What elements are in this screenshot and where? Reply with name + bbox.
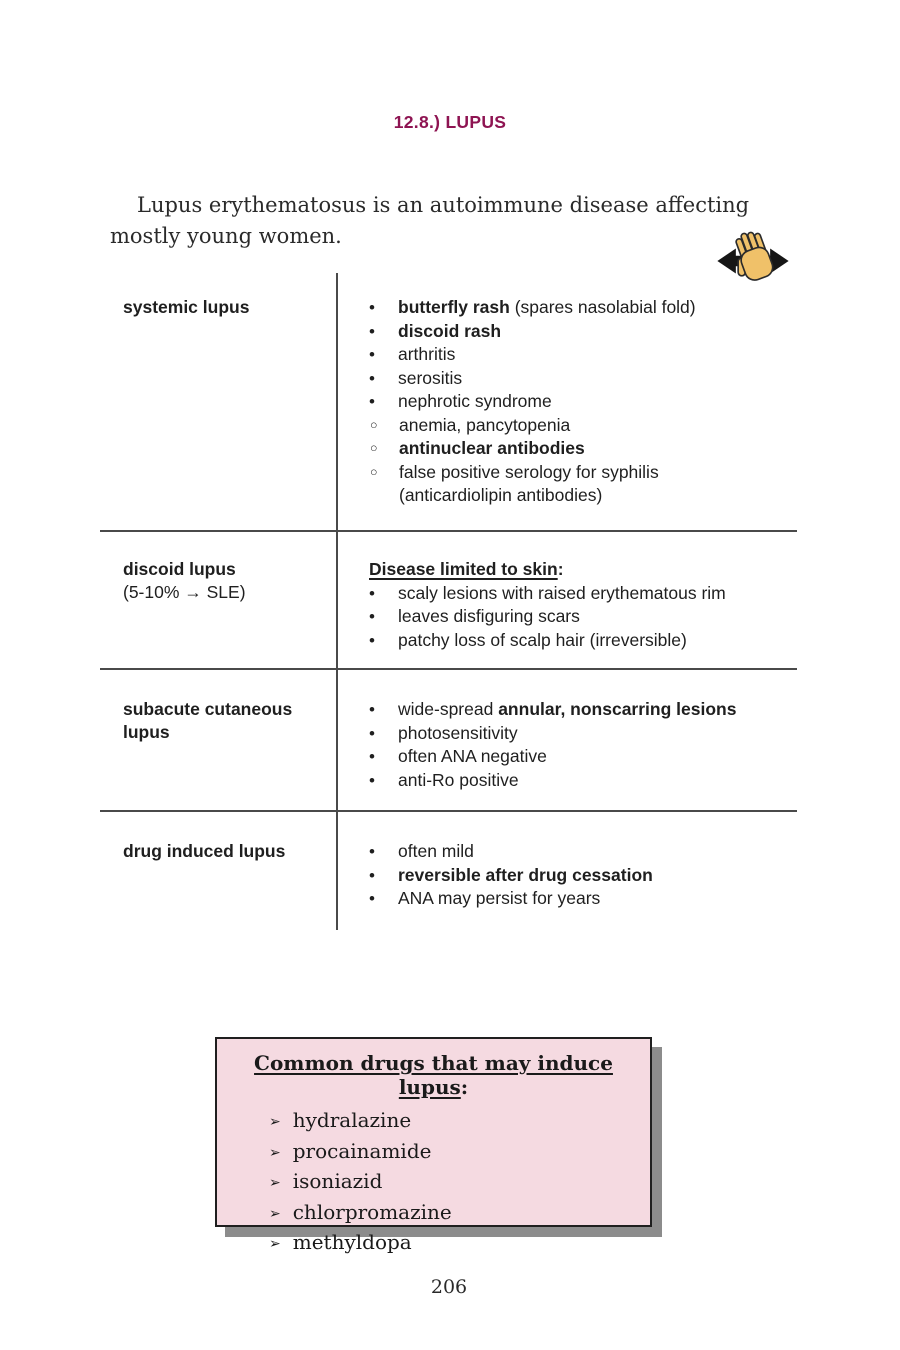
text-segment: wide-spread [398, 699, 499, 719]
item-text [398, 887, 793, 911]
text-segment: (anticardiolipin antibodies) [399, 485, 603, 505]
text-segment: leaves disfiguring scars [398, 606, 580, 626]
list-item [369, 629, 793, 653]
disc-bullet-icon: • [369, 889, 375, 908]
row-label-title: drug induced lupus [123, 841, 286, 861]
item-text [398, 320, 793, 344]
arrowhead-bullet-icon: ➢ [269, 1144, 281, 1161]
table-row [100, 270, 797, 530]
table-row [100, 668, 797, 810]
item-text [398, 745, 793, 769]
table-row [100, 530, 797, 668]
item-text [399, 437, 793, 461]
text-segment: scaly lesions with raised erythematous rim [398, 582, 726, 603]
disc-bullet-icon: • [369, 321, 375, 341]
table-vertical-divider [336, 273, 338, 930]
list-item [369, 722, 793, 746]
drug-list-item [269, 1107, 650, 1138]
list-item [369, 745, 793, 769]
disc-bullet-icon: • [369, 747, 375, 766]
disc-bullet-icon: • [369, 865, 375, 885]
arrowhead-bullet-icon: ➢ [269, 1236, 281, 1252]
item-text [398, 343, 793, 367]
item-text [398, 296, 793, 320]
drug-name: isoniazid [292, 1169, 383, 1193]
intro-paragraph: Lupus erythematosus is an autoimmune disease affecting mostly young women. [110, 193, 750, 248]
drug-list [217, 1107, 650, 1260]
item-text [398, 629, 793, 653]
text-segment: photosensitivity [398, 722, 518, 743]
circle-bullet-icon: ○ [370, 417, 378, 432]
disc-bullet-icon: • [369, 392, 375, 411]
text-segment: serositis [398, 367, 463, 388]
item-text [398, 722, 793, 746]
list-item [369, 414, 793, 438]
disc-bullet-icon: • [369, 368, 375, 388]
item-text [398, 390, 793, 414]
row-content-cell [336, 670, 797, 810]
item-text [398, 864, 793, 888]
text-segment: annular, nonscarring lesions [498, 699, 737, 719]
row-label-cell [100, 670, 336, 810]
text-segment: antinuclear antibodies [399, 438, 585, 458]
drug-name: methyldopa [292, 1230, 412, 1254]
item-text [399, 461, 793, 508]
text-segment: discoid rash [398, 320, 502, 341]
item-text [398, 367, 793, 391]
row-label-title: systemic lupus [123, 297, 250, 317]
drug-box-title-colon: : [460, 1075, 469, 1099]
arrowhead-bullet-icon: ➢ [269, 1114, 281, 1130]
text-segment: (spares nasolabial fold) [509, 297, 696, 317]
text-segment: patchy loss of scalp hair (irreversible) [398, 629, 687, 650]
list-item [369, 769, 793, 793]
list-item [369, 605, 793, 629]
item-text [369, 558, 793, 582]
list-item [369, 864, 793, 888]
disc-bullet-icon: • [369, 607, 375, 626]
disc-bullet-icon: • [369, 583, 375, 603]
list-item [369, 437, 793, 461]
list-item [369, 367, 793, 391]
text-segment: nephrotic syndrome [398, 391, 552, 411]
row-content-cell [336, 270, 797, 530]
list-item [369, 558, 793, 582]
disc-bullet-icon: • [369, 770, 375, 790]
text-segment: ANA may persist for years [398, 888, 601, 908]
text-segment: often mild [398, 841, 474, 861]
drug-list-item [269, 1168, 650, 1199]
item-text [398, 840, 793, 864]
text-segment: anti-Ro positive [398, 769, 519, 790]
list-item [369, 840, 793, 864]
item-text [399, 414, 793, 438]
lupus-types-table [100, 270, 797, 930]
text-segment: reversible after drug cessation [398, 864, 653, 885]
text-segment: false positive serology for syphilis [399, 461, 659, 482]
row-label-cell [100, 532, 336, 668]
page-title: 12.8.) LUPUS [393, 112, 507, 132]
drug-name: chlorpromazine [292, 1199, 452, 1224]
disc-bullet-icon: • [369, 700, 375, 719]
row-content-cell [336, 812, 797, 930]
item-text [398, 698, 793, 722]
disc-bullet-icon: • [369, 842, 375, 861]
drug-box-title [217, 1051, 650, 1099]
list-item [369, 343, 793, 367]
row-label-title: subacute cutaneous lupus [123, 699, 293, 742]
list-item [369, 698, 793, 722]
drug-induced-lupus-box [215, 1037, 652, 1254]
text-segment: : [557, 559, 564, 579]
circle-bullet-icon: ○ [370, 464, 378, 479]
list-item [369, 461, 793, 508]
row-label-cell [100, 812, 336, 930]
text-segment: anemia, pancytopenia [399, 414, 571, 435]
row-content-cell [336, 532, 797, 668]
list-item [369, 390, 793, 414]
drug-name: hydralazine [292, 1108, 412, 1132]
item-text [398, 605, 793, 629]
arrowhead-bullet-icon: ➢ [269, 1205, 281, 1222]
page-number: 206 [430, 1276, 468, 1298]
list-item [369, 582, 793, 606]
table-rows [100, 270, 797, 930]
drug-list-item [269, 1229, 650, 1260]
list-item [369, 887, 793, 911]
circle-bullet-icon: ○ [370, 441, 378, 455]
disc-bullet-icon: • [369, 345, 375, 364]
text-segment: arthritis [398, 344, 456, 364]
item-text [398, 582, 793, 606]
drug-list-item [269, 1199, 650, 1230]
list-item [369, 320, 793, 344]
drug-list-item [269, 1138, 650, 1169]
drug-box-title-text: Common drugs that may induce lupus [254, 1051, 613, 1099]
arrowhead-bullet-icon: ➢ [269, 1175, 281, 1191]
disc-bullet-icon: • [369, 630, 375, 650]
row-label-cell [100, 270, 336, 530]
disc-bullet-icon: • [369, 298, 375, 317]
row-label-title: discoid lupus [123, 559, 236, 579]
row-label-subtitle: (5-10% → SLE) [123, 582, 246, 602]
drug-name: procainamide [292, 1138, 432, 1163]
text-segment: butterfly rash [398, 297, 510, 317]
table-row [100, 810, 797, 930]
item-text [398, 769, 793, 793]
list-item [369, 296, 793, 320]
text-segment: often ANA negative [398, 746, 547, 766]
disc-bullet-icon: • [369, 723, 375, 743]
text-segment: Disease limited to skin [369, 559, 558, 579]
